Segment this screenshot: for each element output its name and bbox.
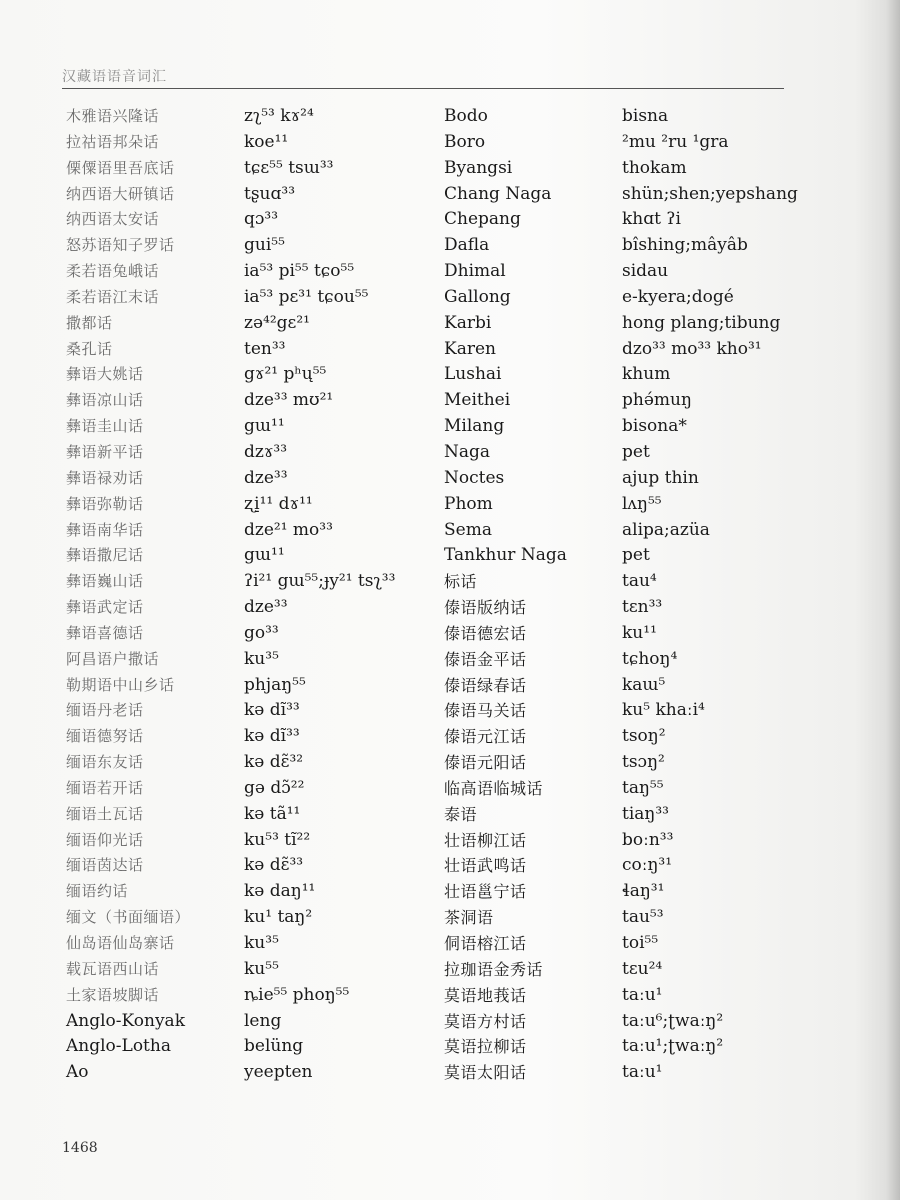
language-name: 缅文（书面缅语） bbox=[66, 908, 191, 927]
language-name: 彝语喜德话 bbox=[66, 623, 144, 642]
word-form: taːu⁶;ʈwaːŋ² bbox=[622, 1010, 724, 1031]
language-name: 彝语弥勒话 bbox=[66, 494, 144, 513]
word-form: phjaŋ⁵⁵ bbox=[244, 674, 306, 695]
word-form: gə dɔ̃²² bbox=[244, 777, 305, 798]
language-name: 缅语东友话 bbox=[66, 753, 144, 772]
language-name: 泰语 bbox=[444, 804, 478, 824]
word-form: lʌŋ⁵⁵ bbox=[622, 493, 662, 514]
language-name: 彝语新平话 bbox=[66, 442, 144, 461]
language-name: 缅语德努话 bbox=[66, 727, 144, 746]
language-name: 缅语若开话 bbox=[66, 778, 144, 797]
word-form: ku⁵³ tĩ²² bbox=[244, 829, 311, 850]
language-name: Anglo-Konyak bbox=[66, 1010, 185, 1031]
language-name: 标话 bbox=[444, 572, 478, 592]
word-form: alipa;azüa bbox=[622, 519, 710, 540]
language-name: 阿昌语户撒话 bbox=[66, 649, 160, 668]
word-form: phə́muŋ bbox=[622, 390, 692, 411]
word-form: tiaŋ³³ bbox=[622, 803, 669, 824]
word-form: hong plang;tibung bbox=[622, 312, 781, 333]
word-form: ʔi²¹ gɯ⁵⁵;ɟy²¹ tsʅ³³ bbox=[244, 571, 396, 592]
language-name: 莫语拉柳话 bbox=[444, 1037, 527, 1057]
word-form: zʅ⁵³ kɤ²⁴ bbox=[244, 106, 314, 126]
language-name: Lushai bbox=[444, 364, 502, 385]
word-form: ku¹¹ bbox=[622, 622, 657, 643]
word-form: tʂuɑ³³ bbox=[244, 183, 296, 204]
language-name: Chepang bbox=[444, 209, 521, 230]
word-form: boːn³³ bbox=[622, 829, 674, 850]
word-form: kə daŋ¹¹ bbox=[244, 881, 316, 902]
language-name: Karbi bbox=[444, 312, 492, 333]
language-name: 傣语元江话 bbox=[444, 727, 527, 747]
language-name: 傈僳语里吾底话 bbox=[66, 158, 175, 177]
word-form: gɯ¹¹ bbox=[244, 416, 285, 437]
word-form: kə dɛ̃³³ bbox=[244, 855, 304, 876]
running-head: 汉藏语语音词汇 bbox=[62, 69, 167, 85]
language-name: 彝语撒尼话 bbox=[66, 546, 144, 565]
language-name: 彝语武定话 bbox=[66, 598, 144, 617]
language-name: 拉祜语邦朵话 bbox=[66, 132, 160, 151]
language-name: Dafla bbox=[444, 235, 490, 256]
word-form: ²mu ²ru ¹gra bbox=[622, 131, 729, 152]
form-column-left bbox=[244, 104, 434, 1086]
word-form: sidau bbox=[622, 261, 669, 282]
language-name: Tankhur Naga bbox=[444, 545, 567, 566]
language-name: 傣语绿春话 bbox=[444, 675, 527, 695]
word-form: ia⁵³ pɛ³¹ tɕou⁵⁵ bbox=[244, 286, 369, 307]
page-number: 1468 bbox=[62, 1140, 98, 1156]
language-name: 拉珈语金秀话 bbox=[444, 959, 544, 979]
language-name: 缅语约话 bbox=[66, 882, 129, 901]
language-name: 傣语金平话 bbox=[444, 649, 527, 669]
word-form: ajup thin bbox=[622, 467, 699, 488]
language-name: 勒期语中山乡话 bbox=[66, 675, 175, 694]
word-form: gui⁵⁵ bbox=[244, 235, 285, 256]
word-form: dze³³ mʊ²¹ bbox=[244, 390, 334, 411]
language-name: 莫语太阳话 bbox=[444, 1063, 527, 1083]
language-name: 壮语邕宁话 bbox=[444, 882, 527, 902]
language-name: 撒都话 bbox=[66, 313, 113, 332]
language-name: 彝语凉山话 bbox=[66, 391, 144, 410]
word-form: ʐi̠¹¹ dɤ¹¹ bbox=[244, 493, 313, 514]
language-name: 纳西语太安话 bbox=[66, 210, 160, 229]
language-name: Gallong bbox=[444, 286, 511, 307]
language-name: 彝语南华话 bbox=[66, 520, 144, 539]
word-form: taːu¹ bbox=[622, 1062, 663, 1083]
word-form: ku³⁵ bbox=[244, 648, 279, 669]
word-form: gɤ²¹ pʰų⁵⁵ bbox=[244, 364, 327, 385]
word-form: thokam bbox=[622, 157, 687, 178]
word-form: gɯ¹¹ bbox=[244, 545, 285, 566]
word-form: tau⁵³ bbox=[622, 907, 664, 928]
word-form: tsɔŋ² bbox=[622, 752, 665, 773]
word-form: dze²¹ mo³³ bbox=[244, 519, 333, 540]
language-name: Milang bbox=[444, 416, 505, 437]
word-form: bisona* bbox=[622, 416, 687, 437]
language-name: Byangsi bbox=[444, 157, 513, 178]
language-name: 莫语方村话 bbox=[444, 1011, 527, 1031]
language-name: 柔若语兔峨话 bbox=[66, 262, 160, 281]
language-name: Dhimal bbox=[444, 261, 506, 282]
word-form: khum bbox=[622, 364, 671, 385]
language-name: 傣语版纳话 bbox=[444, 598, 527, 618]
language-name: 临高语临城话 bbox=[444, 778, 544, 798]
word-form: ɬaŋ³¹ bbox=[622, 881, 665, 902]
word-form: tsoŋ² bbox=[622, 726, 666, 747]
word-form: kə dĩ³³ bbox=[244, 726, 300, 747]
header-rule bbox=[62, 88, 784, 89]
language-name: 缅语丹老话 bbox=[66, 701, 144, 720]
language-name: 柔若语江末话 bbox=[66, 287, 160, 306]
language-name: 载瓦语西山话 bbox=[66, 959, 160, 978]
language-name: Chang Naga bbox=[444, 183, 552, 204]
word-form: dzo³³ mo³³ kho³¹ bbox=[622, 338, 762, 359]
word-form: zə⁴²gɛ²¹ bbox=[244, 312, 310, 333]
language-name: 缅语仰光话 bbox=[66, 830, 144, 849]
language-name: 桑孔话 bbox=[66, 339, 113, 358]
word-form: taŋ⁵⁵ bbox=[622, 777, 664, 798]
word-form: kə tã¹¹ bbox=[244, 803, 301, 824]
language-name: Naga bbox=[444, 441, 491, 462]
word-form: tɛn³³ bbox=[622, 597, 663, 618]
word-form: tɕhoŋ⁴ bbox=[622, 648, 678, 669]
language-name: 壮语柳江话 bbox=[444, 830, 527, 850]
language-name: 傣语马关话 bbox=[444, 701, 527, 721]
language-name: 土家语坡脚话 bbox=[66, 985, 160, 1004]
language-name: 缅语土瓦话 bbox=[66, 804, 144, 823]
language-name: Anglo-Lotha bbox=[66, 1036, 171, 1057]
language-column-left bbox=[66, 104, 236, 1086]
word-form: pet bbox=[622, 441, 650, 462]
word-form: ten³³ bbox=[244, 338, 286, 359]
word-form: go³³ bbox=[244, 622, 279, 643]
form-column-right bbox=[622, 104, 822, 1086]
word-form: ku³⁵ bbox=[244, 933, 279, 953]
language-name: 彝语大姚话 bbox=[66, 365, 144, 384]
word-form: dze³³ bbox=[244, 597, 288, 618]
page-edge-shadow bbox=[886, 0, 900, 1200]
language-name: 纳西语大研镇话 bbox=[66, 184, 175, 203]
word-form: ia⁵³ pi⁵⁵ tɕo⁵⁵ bbox=[244, 261, 355, 282]
language-name: 木雅语兴隆话 bbox=[66, 107, 160, 125]
language-name: Bodo bbox=[444, 106, 488, 126]
language-name: 侗语榕江话 bbox=[444, 934, 527, 953]
word-form: tɕɛ⁵⁵ tsɯ³³ bbox=[244, 157, 334, 178]
word-form: koe¹¹ bbox=[244, 131, 289, 152]
language-name: 莫语地莪话 bbox=[444, 985, 527, 1005]
word-form: qɔ³³ bbox=[244, 209, 279, 230]
word-form: shün;shen;yepshang bbox=[622, 183, 798, 204]
word-form: taːu¹ bbox=[622, 984, 663, 1005]
word-form: kə dɛ̃³² bbox=[244, 752, 304, 773]
word-form: pet bbox=[622, 545, 650, 566]
word-form: kə dĩ³³ bbox=[244, 700, 300, 721]
word-form: yeepten bbox=[244, 1062, 313, 1083]
word-form: tau⁴ bbox=[622, 571, 657, 592]
language-name: Boro bbox=[444, 131, 486, 152]
language-column-right bbox=[444, 104, 614, 1086]
word-form: coːŋ³¹ bbox=[622, 855, 673, 876]
word-form: kaɯ⁵ bbox=[622, 674, 666, 695]
language-name: Sema bbox=[444, 519, 492, 540]
word-form: bîshing;mâyâb bbox=[622, 235, 748, 256]
word-form: ku⁵ khaːi⁴ bbox=[622, 700, 705, 721]
language-name: Noctes bbox=[444, 467, 505, 488]
language-name: Ao bbox=[66, 1062, 89, 1083]
word-form: dze³³ bbox=[244, 467, 288, 488]
word-form: khɑt ʔi bbox=[622, 209, 681, 230]
word-form: leng bbox=[244, 1010, 282, 1031]
word-form: bisna bbox=[622, 106, 669, 126]
language-name: 仙岛语仙岛寨话 bbox=[66, 934, 175, 952]
word-form: ku⁵⁵ bbox=[244, 958, 279, 979]
language-name: 彝语巍山话 bbox=[66, 572, 144, 591]
language-name: Phom bbox=[444, 493, 493, 514]
language-name: 傣语德宏话 bbox=[444, 623, 527, 643]
language-name: Meithei bbox=[444, 390, 511, 411]
language-name: 缅语茵达话 bbox=[66, 856, 144, 875]
language-name: 彝语禄劝话 bbox=[66, 468, 144, 487]
word-form: ȵie⁵⁵ phoŋ⁵⁵ bbox=[244, 984, 350, 1005]
word-form: belüng bbox=[244, 1036, 304, 1057]
language-name: 彝语圭山话 bbox=[66, 417, 144, 436]
language-name: 怒苏语知子罗话 bbox=[66, 236, 175, 255]
language-name: 傣语元阳话 bbox=[444, 753, 527, 773]
word-form: tɛu²⁴ bbox=[622, 958, 663, 979]
word-form: toi⁵⁵ bbox=[622, 933, 659, 953]
word-form: e-kyera;dogé bbox=[622, 286, 734, 307]
language-name: 茶洞语 bbox=[444, 908, 494, 928]
word-form: taːu¹;ʈwaːŋ² bbox=[622, 1036, 724, 1057]
word-form: ku¹ taŋ² bbox=[244, 907, 313, 928]
language-name: 壮语武鸣话 bbox=[444, 856, 527, 876]
word-form: dzɤ³³ bbox=[244, 441, 288, 462]
language-name: Karen bbox=[444, 338, 496, 359]
